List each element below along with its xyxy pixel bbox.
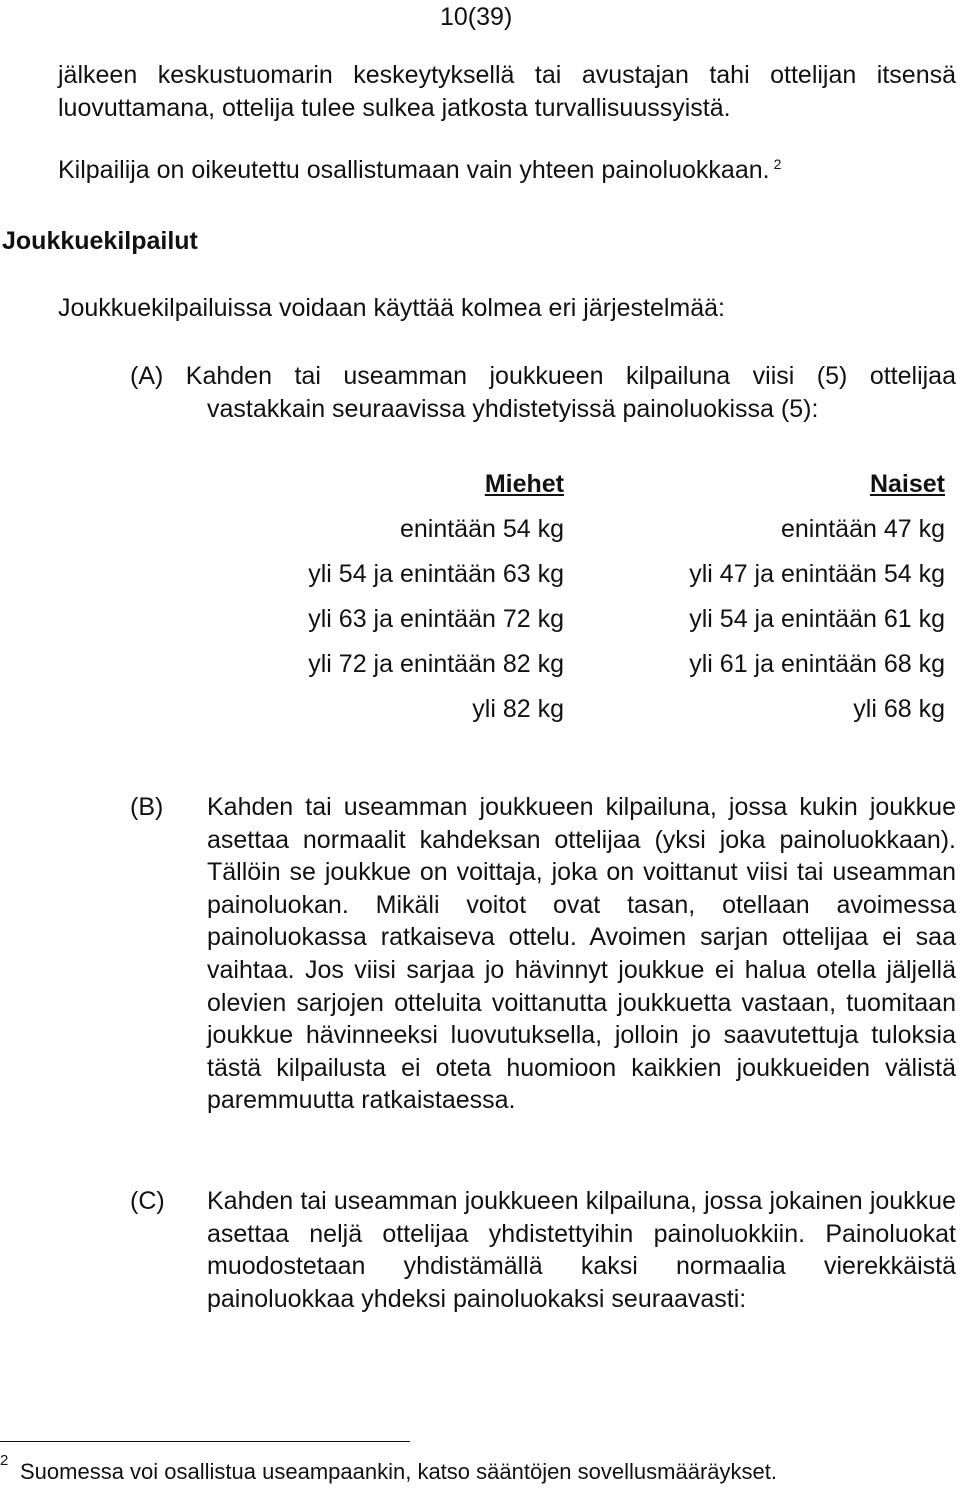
option-b-text: Kahden tai useamman joukkueen kilpailuna, jossa kukin joukkue asettaa normaalit kahdeksan ottelijaa (yksi joka painoluokkaan). Tällöin se joukkue on voittaja, joka on voittanut viisi tai useamman painoluokan. Mikäli voitot ovat tasan, otellaan avoimessa painoluokassa ratkaiseva ottelu. Avoimen sarjan ottelijaa ei saa vaihtaa. Jos viisi sarjaa jo hävinnyt joukkue ei halua otella jäljellä olevien sarjojen otteluita voittanutta joukkuetta vastaan, tuomitaan joukkue hävinneeksi luovutuksella, jolloin jo saavutettuja tuloksia tästä kilpailusta ei oteta huomioon kaikkien joukkueiden välistä paremmuutta ratkaistaessa. xyxy=(207,793,956,1115)
women-class: enintään 47 kg xyxy=(780,515,945,543)
footnote-divider xyxy=(0,1441,410,1442)
intro-paragraph: jälkeen keskustuomarin keskeytyksellä tai avustajan tahi ottelijan itsensä luovuttamana, ottelija tulee sulkea jatkosta turvallisuussyistä. xyxy=(58,61,956,122)
systems-intro: Joukkuekilpailuissa voidaan käyttää kolmea eri järjestelmää: xyxy=(58,294,726,322)
one-class-sentence xyxy=(58,155,781,185)
men-header: Miehet xyxy=(484,470,564,498)
men-class: yli 72 ja enintään 82 kg xyxy=(308,650,564,678)
footnote-text: Suomessa voi osallistua useampaankin, katso sääntöjen sovellusmääräykset. xyxy=(20,1459,777,1484)
men-class: yli 63 ja enintään 72 kg xyxy=(308,605,564,633)
option-c-label: (C) xyxy=(130,1187,165,1215)
women-class: yli 68 kg xyxy=(853,695,945,723)
section-heading: Joukkuekilpailut xyxy=(2,227,198,255)
option-b-label: (B) xyxy=(130,793,164,821)
women-column xyxy=(689,462,945,732)
women-header: Naiset xyxy=(869,470,945,498)
option-c-text: Kahden tai useamman joukkueen kilpailuna, jossa jokainen joukkue asettaa neljä ottelijaa yhdistettyihin painoluokkiin. Painoluokat muodostetaan yhdistämällä kaksi normaalia vierekkäistä painoluokkaa yhdeksi painoluokaksi seuraavasti: xyxy=(207,1187,956,1313)
footnote-number: 2 xyxy=(0,1452,9,1469)
one-class-text: Kilpailija on oikeutettu osallistumaan vain yhteen painoluokkaan. xyxy=(58,156,770,184)
men-column xyxy=(308,462,564,732)
option-a: (A) Kahden tai useamman joukkueen kilpailuna viisi (5) ottelijaa vastakkain seuraavissa yhdistetyissä painoluokissa (5): xyxy=(130,362,956,423)
women-class: yli 61 ja enintään 68 kg xyxy=(689,650,945,678)
men-class: yli 82 kg xyxy=(472,695,564,723)
men-class: enintään 54 kg xyxy=(399,515,564,543)
women-class: yli 47 ja enintään 54 kg xyxy=(689,560,945,588)
men-class: yli 54 ja enintään 63 kg xyxy=(308,560,564,588)
footnote-reference: 2 xyxy=(773,156,782,172)
women-class: yli 54 ja enintään 61 kg xyxy=(689,605,945,633)
page-number: 10(39) xyxy=(440,3,513,31)
